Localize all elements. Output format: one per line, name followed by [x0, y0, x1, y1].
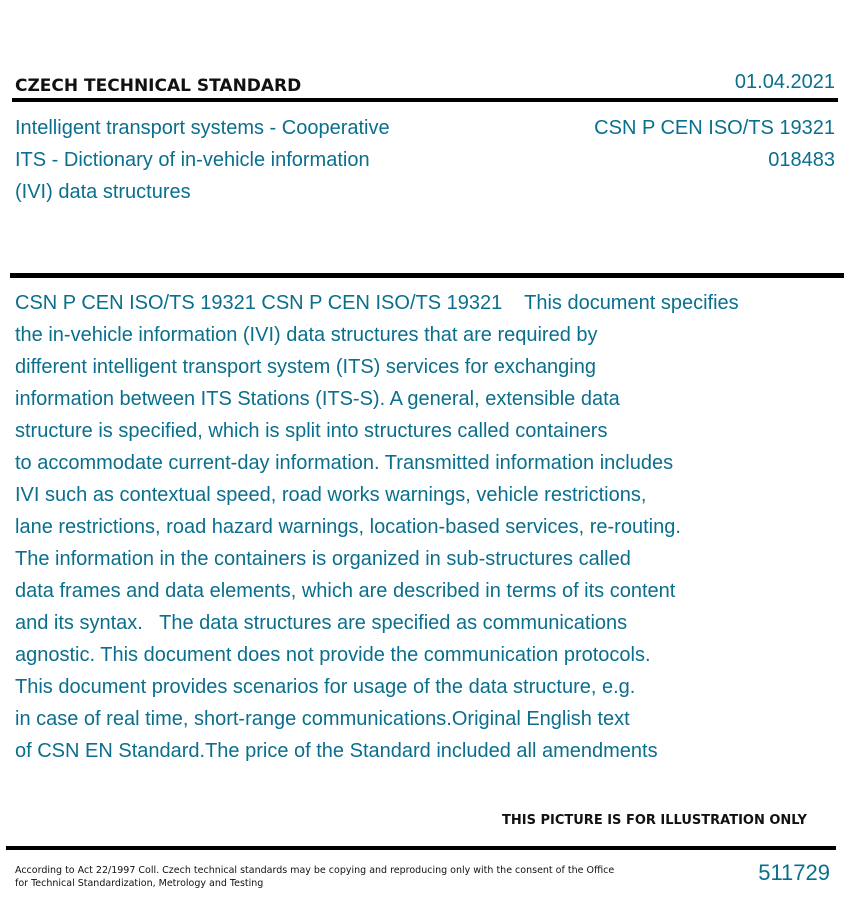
description-line: information between ITS Stations (ITS-S). A general, extensible data — [15, 388, 620, 410]
header-divider — [12, 98, 838, 102]
standard-title-line: Intelligent transport systems - Cooperative — [15, 117, 390, 139]
description-line: the in-vehicle information (IVI) data structures that are required by — [15, 324, 598, 346]
description-line: and its syntax. The data structures are specified as communications — [15, 612, 628, 634]
title-divider — [10, 273, 844, 278]
description-line: in case of real time, short-range communications.Original English text — [15, 708, 630, 730]
legal-notice-line: According to Act 22/1997 Coll. Czech technical standards may be copying and reproducing only with the consent of the Office — [15, 865, 615, 876]
catalog-number: 018483 — [768, 149, 835, 171]
description-line: structure is specified, which is split into structures called containers — [15, 420, 608, 442]
description-line: CSN P CEN ISO/TS 19321 CSN P CEN ISO/TS 19321 This document specifies — [15, 292, 739, 314]
footer-divider — [6, 846, 836, 850]
description-line: The information in the containers is organized in sub-structures called — [15, 548, 631, 570]
publication-date: 01.04.2021 — [734, 71, 835, 93]
description-line: to accommodate current-day information. Transmitted information includes — [15, 452, 674, 474]
illustration-note: THIS PICTURE IS FOR ILLUSTRATION ONLY — [502, 813, 807, 828]
description-line: IVI such as contextual speed, road works warnings, vehicle restrictions, — [15, 484, 647, 506]
legal-notice-line: for Technical Standardization, Metrology and Testing — [15, 878, 264, 889]
footer-number: 511729 — [758, 860, 830, 885]
standard-title-line: (IVI) data structures — [15, 181, 191, 203]
document-header-title: CZECH TECHNICAL STANDARD — [15, 76, 302, 96]
standard-title-line: ITS - Dictionary of in-vehicle information — [15, 149, 370, 171]
description-line: different intelligent transport system (ITS) services for exchanging — [15, 356, 596, 378]
description-line: agnostic. This document does not provide the communication protocols. — [15, 644, 651, 666]
description-line: This document provides scenarios for usage of the data structure, e.g. — [15, 676, 636, 698]
standard-code: CSN P CEN ISO/TS 19321 — [594, 117, 835, 139]
description-line: lane restrictions, road hazard warnings, location-based services, re-routing. — [15, 516, 681, 538]
description-line: data frames and data elements, which are described in terms of its content — [15, 580, 676, 602]
description-line: of CSN EN Standard.The price of the Standard included all amendments — [15, 740, 658, 762]
